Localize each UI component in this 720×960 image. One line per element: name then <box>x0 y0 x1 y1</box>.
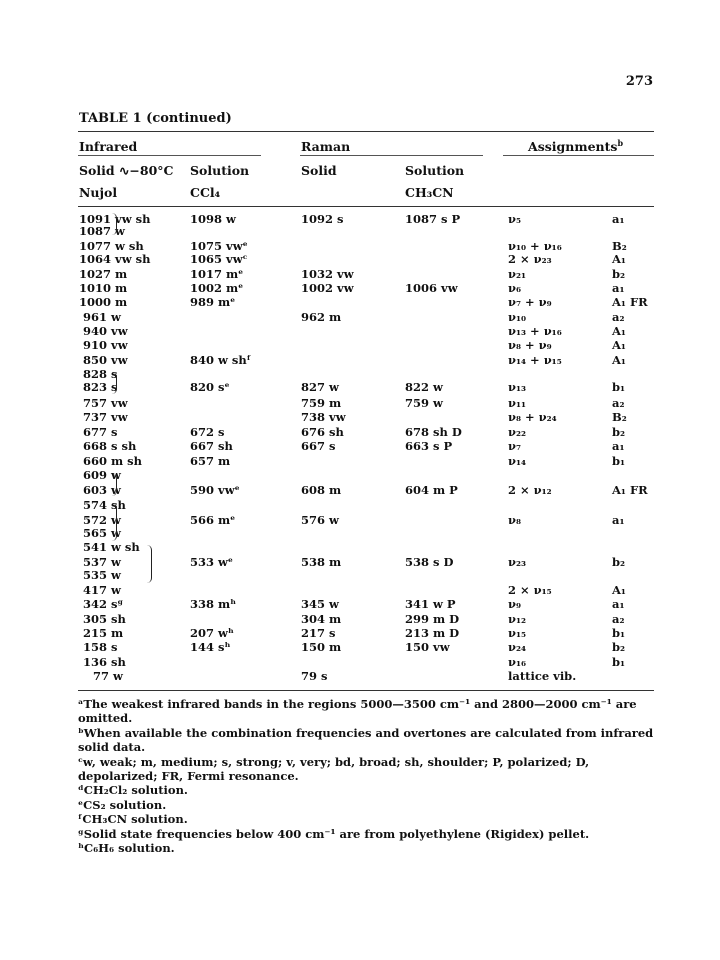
header-assignments <box>528 139 623 154</box>
cell-ir-solution: 1017 mᵉ <box>190 267 244 281</box>
cell-raman-solid: 150 m <box>301 640 342 654</box>
table-row <box>0 397 720 409</box>
cell-raman-solid: 667 s <box>301 439 336 453</box>
table-row <box>0 354 720 366</box>
cell-raman-solution: 678 sh D <box>405 425 462 439</box>
cell-ir-solid: 342 sᵍ <box>83 597 124 611</box>
row-brace-609 <box>112 474 117 496</box>
cell-ir-solid: 158 s <box>83 640 118 654</box>
cell-raman-solid: 608 m <box>301 483 342 497</box>
table-row <box>0 613 720 625</box>
cell-symmetry: b₂ <box>612 425 626 439</box>
cell-assignment: ν₁₀ + ν₁₆ <box>508 239 562 253</box>
cell-assignment: ν₁₅ <box>508 626 527 640</box>
cell-assignment: ν₇ + ν₉ <box>508 295 552 309</box>
table-top-rule <box>78 131 654 132</box>
cell-ir-solid: 565 w <box>83 526 121 540</box>
header-solid-raman: Solid <box>301 163 337 178</box>
footnote-e: ᵉCS₂ solution. <box>78 797 167 812</box>
table-title: TABLE 1 (continued) <box>79 111 232 126</box>
footnote-f: ᶠCH₃CN solution. <box>78 812 188 827</box>
cell-ir-solution: 207 wʰ <box>190 626 234 640</box>
cell-raman-solution: 299 m D <box>405 612 460 626</box>
cell-raman-solid: 217 s <box>301 626 336 640</box>
table-row <box>0 527 720 539</box>
cell-assignment: ν₆ <box>508 281 522 295</box>
table-row <box>0 426 720 438</box>
cell-ir-solid: 1077 w sh <box>79 239 144 253</box>
table-row <box>0 598 720 610</box>
cell-ir-solid: 572 w <box>83 513 121 527</box>
infrared-group-rule <box>78 155 261 156</box>
table-row <box>0 311 720 323</box>
cell-assignment: ν₈ + ν₉ <box>508 338 552 352</box>
table-row <box>0 225 720 237</box>
cell-symmetry: a₁ <box>612 513 625 527</box>
cell-assignment: ν₁₂ <box>508 612 527 626</box>
header-solid-ir: Solid ∿−80°C <box>79 163 174 178</box>
table-row <box>0 268 720 280</box>
cell-assignment: lattice vib. <box>508 669 577 683</box>
cell-assignment: 2 × ν₂₃ <box>508 252 552 266</box>
cell-ir-solid: 1010 m <box>79 281 128 295</box>
cell-symmetry: b₂ <box>612 640 626 654</box>
table-row <box>0 240 720 252</box>
cell-ir-solid: 535 w <box>83 568 121 582</box>
table-row <box>0 440 720 452</box>
cell-assignment: 2 × ν₁₂ <box>508 483 552 497</box>
cell-raman-solution: 1087 s P <box>405 212 461 226</box>
cell-symmetry: a₁ <box>612 212 625 226</box>
cell-ir-solid: 940 vw <box>83 324 128 338</box>
cell-raman-solid: 1032 vw <box>301 267 354 281</box>
footnote-b: ᵇWhen available the combination frequencies and overtones are calculated from infrared solid data. <box>78 725 654 755</box>
cell-ir-solution: 840 w shᶠ <box>190 353 252 367</box>
header-infrared: Infrared <box>79 139 138 154</box>
cell-raman-solid: 1092 s <box>301 212 344 226</box>
cell-ir-solid: 823 s <box>83 380 118 394</box>
cell-raman-solution: 341 w P <box>405 597 456 611</box>
cell-ir-solution: 1065 vwᶜ <box>190 252 248 266</box>
cell-ir-solid: 961 w <box>83 310 121 324</box>
cell-symmetry: a₂ <box>612 612 625 626</box>
cell-assignment: ν₂₃ <box>508 555 527 569</box>
footnote-g: ᵍSolid state frequencies below 400 cm⁻¹ are from polyethylene (Rigidex) pellet. <box>78 826 590 841</box>
cell-raman-solid: 738 vw <box>301 410 346 424</box>
cell-symmetry: b₁ <box>612 655 626 669</box>
table-row <box>0 670 720 682</box>
cell-symmetry: A₁ FR <box>612 295 648 309</box>
cell-ir-solid: 215 m <box>83 626 124 640</box>
cell-symmetry: b₂ <box>612 555 626 569</box>
cell-assignment: 2 × ν₁₅ <box>508 583 552 597</box>
row-brace-1091 <box>112 213 117 235</box>
cell-assignment: ν₈ <box>508 513 522 527</box>
cell-symmetry: A₁ <box>612 338 626 352</box>
cell-ir-solution: 820 sᵉ <box>190 380 230 394</box>
cell-ir-solid: 1027 m <box>79 267 128 281</box>
table-row <box>0 368 720 380</box>
cell-ir-solid: 1091 vw sh <box>79 212 151 226</box>
cell-ir-solution: 533 wᵉ <box>190 555 234 569</box>
cell-ir-solid: 737 vw <box>83 410 128 424</box>
cell-raman-solution: 150 vw <box>405 640 450 654</box>
table-row <box>0 411 720 423</box>
header-ccl4: CCl₄ <box>190 185 221 200</box>
cell-symmetry: A₁ <box>612 324 626 338</box>
cell-assignment: ν₅ <box>508 212 522 226</box>
cell-raman-solution: 213 m D <box>405 626 460 640</box>
cell-ir-solution: 672 s <box>190 425 225 439</box>
footnotes <box>78 697 658 855</box>
cell-raman-solution: 759 w <box>405 396 443 410</box>
cell-ir-solid: 668 s sh <box>83 439 137 453</box>
cell-assignment: ν₂₂ <box>508 425 527 439</box>
table-row <box>0 296 720 308</box>
header-assignments-sup: b <box>617 137 624 148</box>
cell-assignment: ν₁₁ <box>508 396 527 410</box>
cell-ir-solid: 603 w <box>83 483 121 497</box>
cell-symmetry: a₂ <box>612 310 625 324</box>
cell-ir-solid: 1087 w <box>79 224 125 238</box>
table-row <box>0 282 720 294</box>
cell-ir-solid: 541 w sh <box>83 540 140 554</box>
footnote-h: ʰC₆H₆ solution. <box>78 841 175 856</box>
table-row <box>0 627 720 639</box>
cell-raman-solution: 1006 vw <box>405 281 458 295</box>
cell-raman-solid: 1002 vw <box>301 281 354 295</box>
cell-ir-solid: 305 sh <box>83 612 126 626</box>
cell-ir-solid: 828 s <box>83 367 118 381</box>
cell-ir-solid: 136 sh <box>83 655 126 669</box>
footnote-d: ᵈCH₂Cl₂ solution. <box>78 783 188 798</box>
cell-symmetry: A₁ FR <box>612 483 648 497</box>
cell-ir-solution: 989 mᵉ <box>190 295 236 309</box>
cell-raman-solution: 822 w <box>405 380 443 394</box>
cell-assignment: ν₁₄ + ν₁₅ <box>508 353 562 367</box>
cell-ir-solution: 338 mʰ <box>190 597 237 611</box>
page-number: 273 <box>625 74 653 89</box>
cell-symmetry: A₁ <box>612 252 626 266</box>
cell-ir-solid: 574 sh <box>83 498 126 512</box>
cell-symmetry: b₁ <box>612 626 626 640</box>
cell-raman-solid: 962 m <box>301 310 342 324</box>
cell-symmetry: a₁ <box>612 281 625 295</box>
cell-ir-solution: 566 mᵉ <box>190 513 236 527</box>
cell-assignment: ν₁₄ <box>508 454 527 468</box>
cell-raman-solution: 538 s D <box>405 555 454 569</box>
cell-assignment: ν₁₃ <box>508 380 527 394</box>
cell-symmetry: a₁ <box>612 439 625 453</box>
cell-ir-solution: 144 sʰ <box>190 640 231 654</box>
footnote-a: ᵃThe weakest infrared bands in the regions 5000—3500 cm⁻¹ and 2800—2000 cm⁻¹ are omitted. <box>78 697 637 726</box>
footnote-c: ᶜw, weak; m, medium; s, strong; v, very; bd, broad; sh, shoulder; P, polarized; D, depolarized; FR, Fermi resonance. <box>78 754 590 784</box>
cell-symmetry: a₁ <box>612 597 625 611</box>
cell-assignment: ν₁₀ <box>508 310 527 324</box>
table-row <box>0 469 720 481</box>
cell-assignment: ν₁₃ + ν₁₆ <box>508 324 562 338</box>
table-row <box>0 584 720 596</box>
table-row <box>0 339 720 351</box>
cell-symmetry: a₂ <box>612 396 625 410</box>
cell-raman-solid: 304 m <box>301 612 342 626</box>
cell-ir-solution: 667 sh <box>190 439 233 453</box>
cell-ir-solid: 757 vw <box>83 396 128 410</box>
cell-assignment: ν₇ <box>508 439 522 453</box>
header-assignments-text: Assignments <box>528 139 618 154</box>
cell-ir-solid: 660 m sh <box>83 454 143 468</box>
cell-assignment: ν₂₁ <box>508 267 527 281</box>
cell-ir-solid: 417 w <box>83 583 121 597</box>
row-brace-574 <box>112 503 117 541</box>
cell-raman-solid: 827 w <box>301 380 339 394</box>
cell-raman-solid: 538 m <box>301 555 342 569</box>
row-brace-828 <box>112 372 117 394</box>
cell-ir-solid: 850 vw <box>83 353 128 367</box>
cell-symmetry: b₁ <box>612 380 626 394</box>
table-row <box>0 569 720 581</box>
cell-assignment: ν₁₆ <box>508 655 527 669</box>
header-bottom-rule <box>78 206 654 207</box>
assignments-group-rule <box>503 155 654 156</box>
header-raman: Raman <box>301 139 351 154</box>
cell-raman-solid: 759 m <box>301 396 342 410</box>
cell-ir-solution: 657 m <box>190 454 231 468</box>
cell-assignment: ν₉ <box>508 597 522 611</box>
table-row <box>0 484 720 496</box>
cell-ir-solution: 1098 w <box>190 212 236 226</box>
header-nujol: Nujol <box>79 185 118 200</box>
table-bottom-rule <box>78 690 654 691</box>
table-row <box>0 499 720 511</box>
table-row <box>0 381 720 393</box>
cell-symmetry: b₂ <box>612 267 626 281</box>
cell-ir-solid: 677 s <box>83 425 118 439</box>
cell-ir-solution: 1002 mᵉ <box>190 281 244 295</box>
cell-ir-solid: 537 w <box>83 555 121 569</box>
table-row <box>0 455 720 467</box>
cell-ir-solid: 77 w <box>93 669 123 683</box>
cell-raman-solution: 663 s P <box>405 439 453 453</box>
table-row <box>0 325 720 337</box>
cell-assignment: ν₈ + ν₂₄ <box>508 410 557 424</box>
table-row <box>0 253 720 265</box>
table-row <box>0 556 720 568</box>
header-ch3cn: CH₃CN <box>405 185 454 200</box>
cell-symmetry: A₁ <box>612 353 626 367</box>
cell-assignment: ν₂₄ <box>508 640 527 654</box>
cell-symmetry: B₂ <box>612 239 627 253</box>
header-solution-ir: Solution <box>190 163 250 178</box>
cell-raman-solid: 345 w <box>301 597 339 611</box>
cell-symmetry: A₁ <box>612 583 626 597</box>
cell-ir-solid: 1064 vw sh <box>79 252 151 266</box>
cell-ir-solid: 1000 m <box>79 295 128 309</box>
cell-raman-solid: 676 sh <box>301 425 344 439</box>
table-row <box>0 514 720 526</box>
cell-ir-solid: 609 w <box>83 468 121 482</box>
cell-symmetry: b₁ <box>612 454 626 468</box>
table-row <box>0 541 720 553</box>
cell-ir-solution: 1075 vwᵉ <box>190 239 248 253</box>
raman-group-rule <box>300 155 483 156</box>
header-solution-raman: Solution <box>405 163 465 178</box>
table-row <box>0 641 720 653</box>
cell-ir-solid: 910 vw <box>83 338 128 352</box>
cell-raman-solid: 79 s <box>301 669 328 683</box>
cell-ir-solution: 590 vwᵉ <box>190 483 240 497</box>
table-row <box>0 656 720 668</box>
cell-raman-solid: 576 w <box>301 513 339 527</box>
row-brace-541 <box>147 545 152 583</box>
cell-raman-solution: 604 m P <box>405 483 458 497</box>
cell-symmetry: B₂ <box>612 410 627 424</box>
